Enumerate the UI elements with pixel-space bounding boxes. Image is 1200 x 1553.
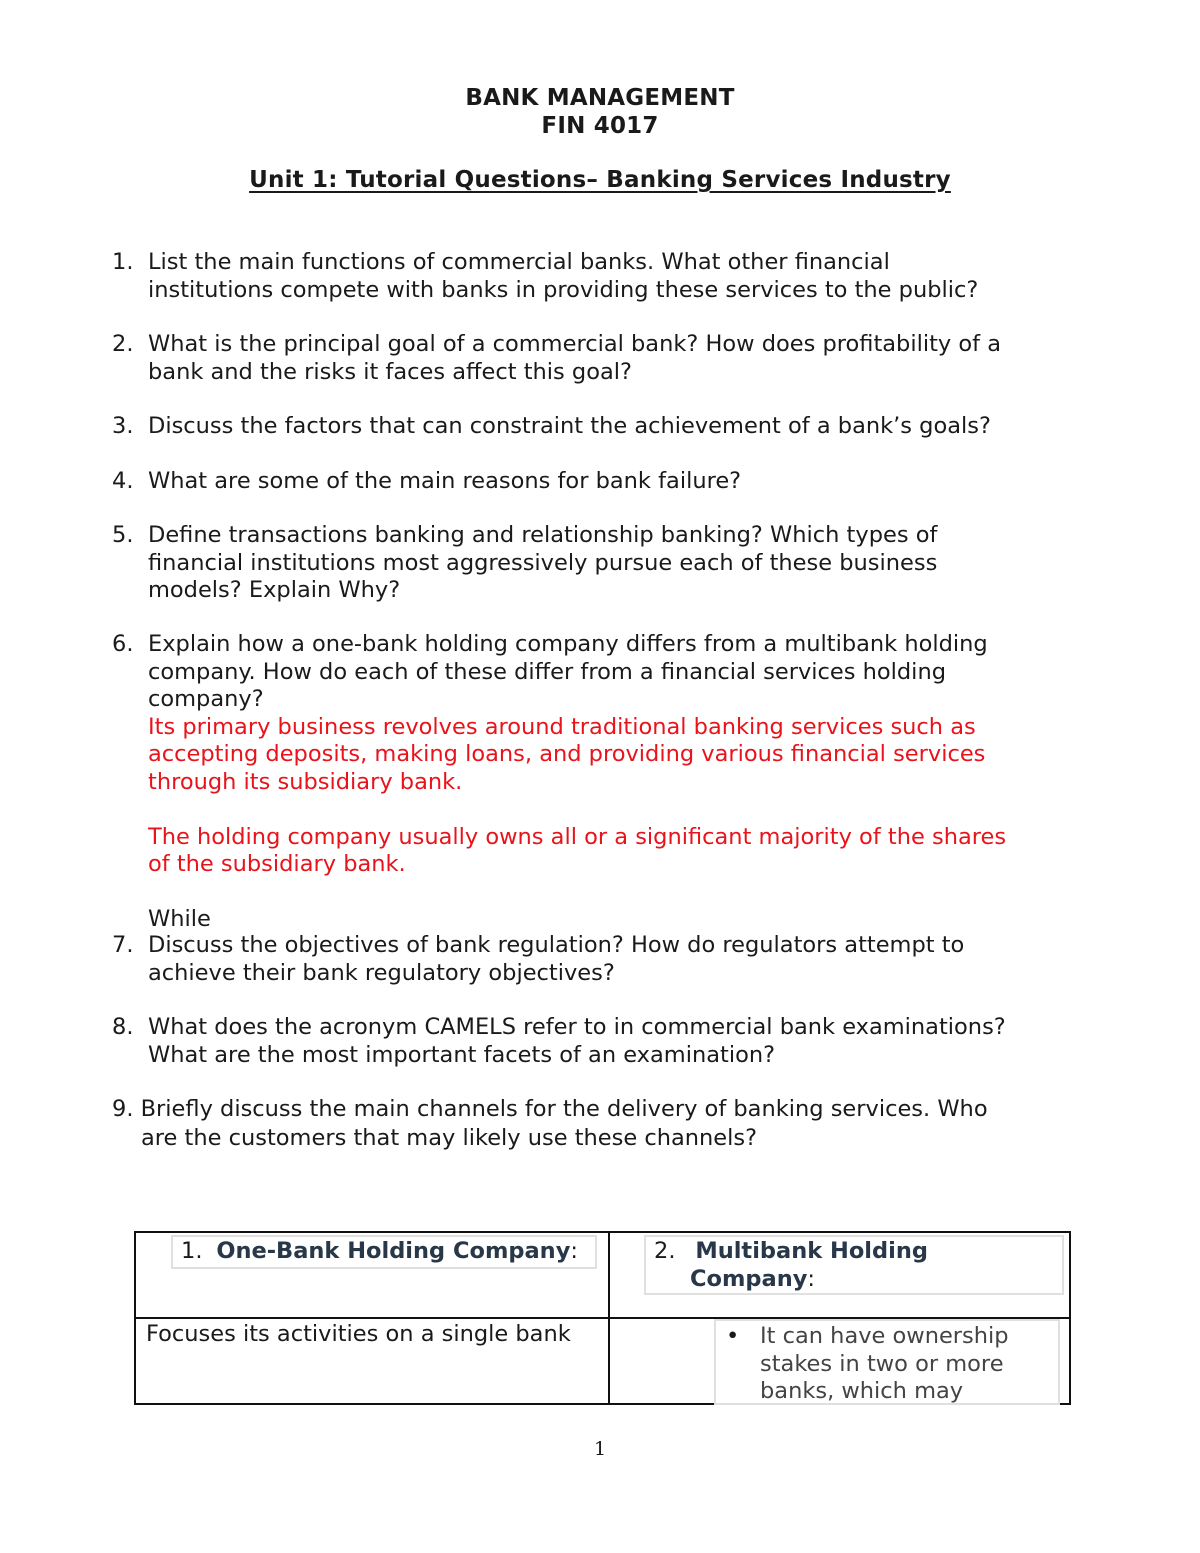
question-line: 9. Briefly discuss the main channels for the delivery of banking services. Who bbox=[112, 1096, 988, 1122]
question-line: institutions compete with banks in providing these services to the public? bbox=[148, 276, 979, 303]
bullet-line: It can have ownership bbox=[760, 1323, 1009, 1349]
bullet-box bbox=[714, 1319, 1060, 1405]
one-bank-header bbox=[171, 1235, 597, 1269]
question-9 bbox=[112, 1095, 1072, 1153]
question-number: 4. bbox=[112, 468, 134, 494]
question-line: models? Explain Why? bbox=[148, 577, 401, 603]
header-label: Multibank Holding bbox=[695, 1238, 928, 1264]
question-number: 3. bbox=[112, 413, 134, 439]
table-cell bbox=[135, 1232, 609, 1318]
header-label: Company bbox=[690, 1266, 808, 1292]
answer-line: The holding company usually owns all or a significant majority of the shares bbox=[148, 823, 1007, 850]
question-line: What are the most important facets of an examination? bbox=[148, 1041, 776, 1068]
header-label: One-Bank Holding Company bbox=[216, 1238, 571, 1264]
header-number: 2. bbox=[654, 1238, 676, 1264]
header-number: 1. bbox=[181, 1238, 203, 1264]
answer-line: Its primary business revolves around traditional banking services such as bbox=[148, 713, 976, 740]
header-colon: : bbox=[807, 1266, 815, 1292]
multibank-header bbox=[644, 1235, 1064, 1295]
table-cell bbox=[609, 1232, 1070, 1318]
bullet-line: banks, which may bbox=[760, 1378, 964, 1404]
unit-title: Unit 1: Tutorial Questions– Banking Services Industry bbox=[249, 167, 951, 193]
header-colon: : bbox=[570, 1238, 578, 1264]
question-line: financial institutions most aggressively pursue each of these business bbox=[148, 549, 938, 576]
question-line: What are some of the main reasons for bank failure? bbox=[148, 468, 742, 494]
question-line: Define transactions banking and relationship banking? Which types of bbox=[148, 522, 938, 548]
table-cell bbox=[609, 1318, 1070, 1404]
question-number: 1. bbox=[112, 249, 134, 275]
answer-line: through its subsidiary bank. bbox=[148, 768, 463, 795]
question-number: 6. bbox=[112, 631, 134, 657]
page-number: 1 bbox=[593, 1438, 607, 1460]
course-code: FIN 4017 bbox=[541, 113, 659, 139]
question-line: company. How do each of these differ from a financial services holding bbox=[148, 658, 946, 685]
question-line: Discuss the objectives of bank regulation? How do regulators attempt to bbox=[148, 932, 965, 958]
question-line: bank and the risks it faces affect this goal? bbox=[148, 358, 632, 385]
question-number: 7. bbox=[112, 932, 134, 958]
bullet-icon: • bbox=[726, 1323, 740, 1349]
table-header-row bbox=[135, 1232, 1070, 1318]
table-cell bbox=[135, 1318, 609, 1404]
course-title: BANK MANAGEMENT bbox=[465, 85, 735, 111]
question-number: 8. bbox=[112, 1014, 134, 1040]
question-number: 5. bbox=[112, 522, 134, 548]
answer-line: of the subsidiary bank. bbox=[148, 851, 406, 877]
table-row bbox=[135, 1318, 1070, 1404]
question-line: What is the principal goal of a commercial bank? How does profitability of a bbox=[148, 331, 1002, 357]
row-text: Focuses its activities on a single bank bbox=[146, 1321, 571, 1347]
question-number: 2. bbox=[112, 331, 134, 357]
question-line: List the main functions of commercial banks. What other financial bbox=[148, 249, 890, 275]
question-line: achieve their bank regulatory objectives? bbox=[148, 959, 615, 986]
comparison-table bbox=[134, 1231, 1071, 1405]
question-line: What does the acronym CAMELS refer to in commercial bank examinations? bbox=[148, 1014, 1006, 1040]
question-line: company? bbox=[148, 686, 264, 712]
while-text: While bbox=[148, 906, 211, 932]
question-line: are the customers that may likely use these channels? bbox=[141, 1125, 758, 1151]
answer-line: accepting deposits, making loans, and providing various financial services bbox=[148, 741, 986, 767]
bullet-line: stakes in two or more bbox=[760, 1350, 1004, 1377]
question-line: Explain how a one-bank holding company differs from a multibank holding bbox=[148, 631, 988, 657]
question-line: Discuss the factors that can constraint the achievement of a bank’s goals? bbox=[148, 413, 991, 439]
